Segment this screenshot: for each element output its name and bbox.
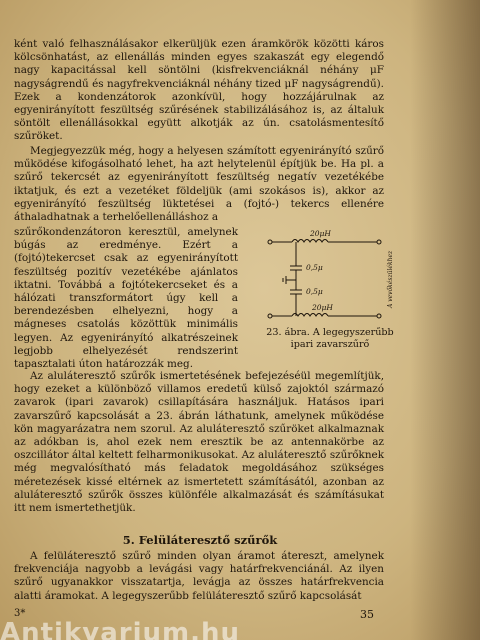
figure-caption-line-1: 23. ábra. A legegyszerűbb	[266, 327, 394, 338]
paragraph-2-wrapped: szűrőkondenzátoron keresztül, amelynek búgás az eredménye. Ezért a (fojtó)tekercset csak az egyenirányított feszültség pozitív vezetékébe ajánlatos iktatni. Továbbá a fojtótekercseket és a hálózati transzformátort úgy kell a berendezésben elhelyezni, hogy a mágneses csatolás közöttük minimális legyen. Az egyenirányító alkatrészeinek legjobb elhelyezését rendszerint tapasztalati úton határozzák meg.	[14, 226, 238, 371]
paragraph-4: A felüláteresztő szűrő minden olyan áramot átereszt, amelynek frekvenciája nagyobb a levágási vagy határfrekvenciánál. Az ilyen szűrő ugyanakkor visszatartja, levágja az összes határfrekvencia alatti áramokat. A legegyszerűbb felüláteresztő szűrő kapcsolását	[14, 550, 384, 602]
paragraph-3: Az aluláteresztő szűrők ismertetésének befejezéséül megemlítjük, hogy ezeket a különböző villamos eredetű külső zajoktól származó zavarok (ipari zavarok) csillapítására használjuk. Hatásos ipari zavarszűrő kapcsolását a 23. ábrán láthatunk, amelynek működése kön magyarázatra nem szorul. Az aluláteresztő szűröket alkalmaznak az adókban is, ahol ezek nem eresztik be az antennakörbe az oszcillátor által keltett felharmonikusokat. Az aluláteresztő szűrőknek még megvalósítható más feladatok megoldásához szükséges méretezések kissé eltérnek az ismertetett számításától, azonban az aluláteresztő szűrők összes különféle alkalmazását és számításukat itt nem ismertethetjük.	[14, 370, 384, 515]
side-label: A vevőkészülékhez	[387, 250, 394, 308]
signature-mark: 3*	[14, 608, 26, 619]
paragraph-2: Megjegyezzük még, hogy a helyesen számított egyenirányító szűrő működése kifogásolható lehet, ha azt helytelenül építjük be. Ha pl. a szűrő tekercsét az egyenirányított feszültség negatív vezetékébe iktatjuk, és ezt a vezetéket földeljük (ami szokásos is), akkor az egyenirányító feszültség lüktetései a (fojtó-) tekercs ellenére áthaladhatnak a terhelőellenálláshoz a	[14, 145, 384, 224]
page-shadow	[410, 0, 480, 640]
cap-top-label: 0,5μ	[306, 263, 323, 272]
inductor-top-label: 20μH	[310, 229, 331, 238]
page-number: 35	[360, 608, 374, 621]
figure-caption	[260, 327, 400, 351]
figure-caption-line-2: ipari zavarszűrő	[290, 339, 370, 350]
watermark: Antikvarium.hu	[0, 618, 240, 640]
filter-circuit-diagram	[252, 228, 402, 326]
section-heading: 5. Felüláteresztő szűrők	[122, 533, 278, 547]
paragraph-1: ként való felhasználásakor elkerüljük ezen áramkörök közötti káros kölcsönhatást, az ellenállás minden egyes szakaszát egy elegendő nagy kapacitással kell söntölni (kisfrekvenciáknál néhány μF nagyságrendű és nagyfrekvenciáknál néhány tized μF nagyságrendű). Ezek a kondenzátorok azonkívül, hogy hozzájárulnak az egyenirányított feszültség szűrésének stabilizálásához is, az általuk söntölt ellenállásokkal együtt alkotják az ún. csatolásmentesítő szűröket.	[14, 38, 384, 143]
inductor-bottom-label: 20μH	[312, 303, 333, 312]
cap-bottom-label: 0,5μ	[306, 287, 323, 296]
